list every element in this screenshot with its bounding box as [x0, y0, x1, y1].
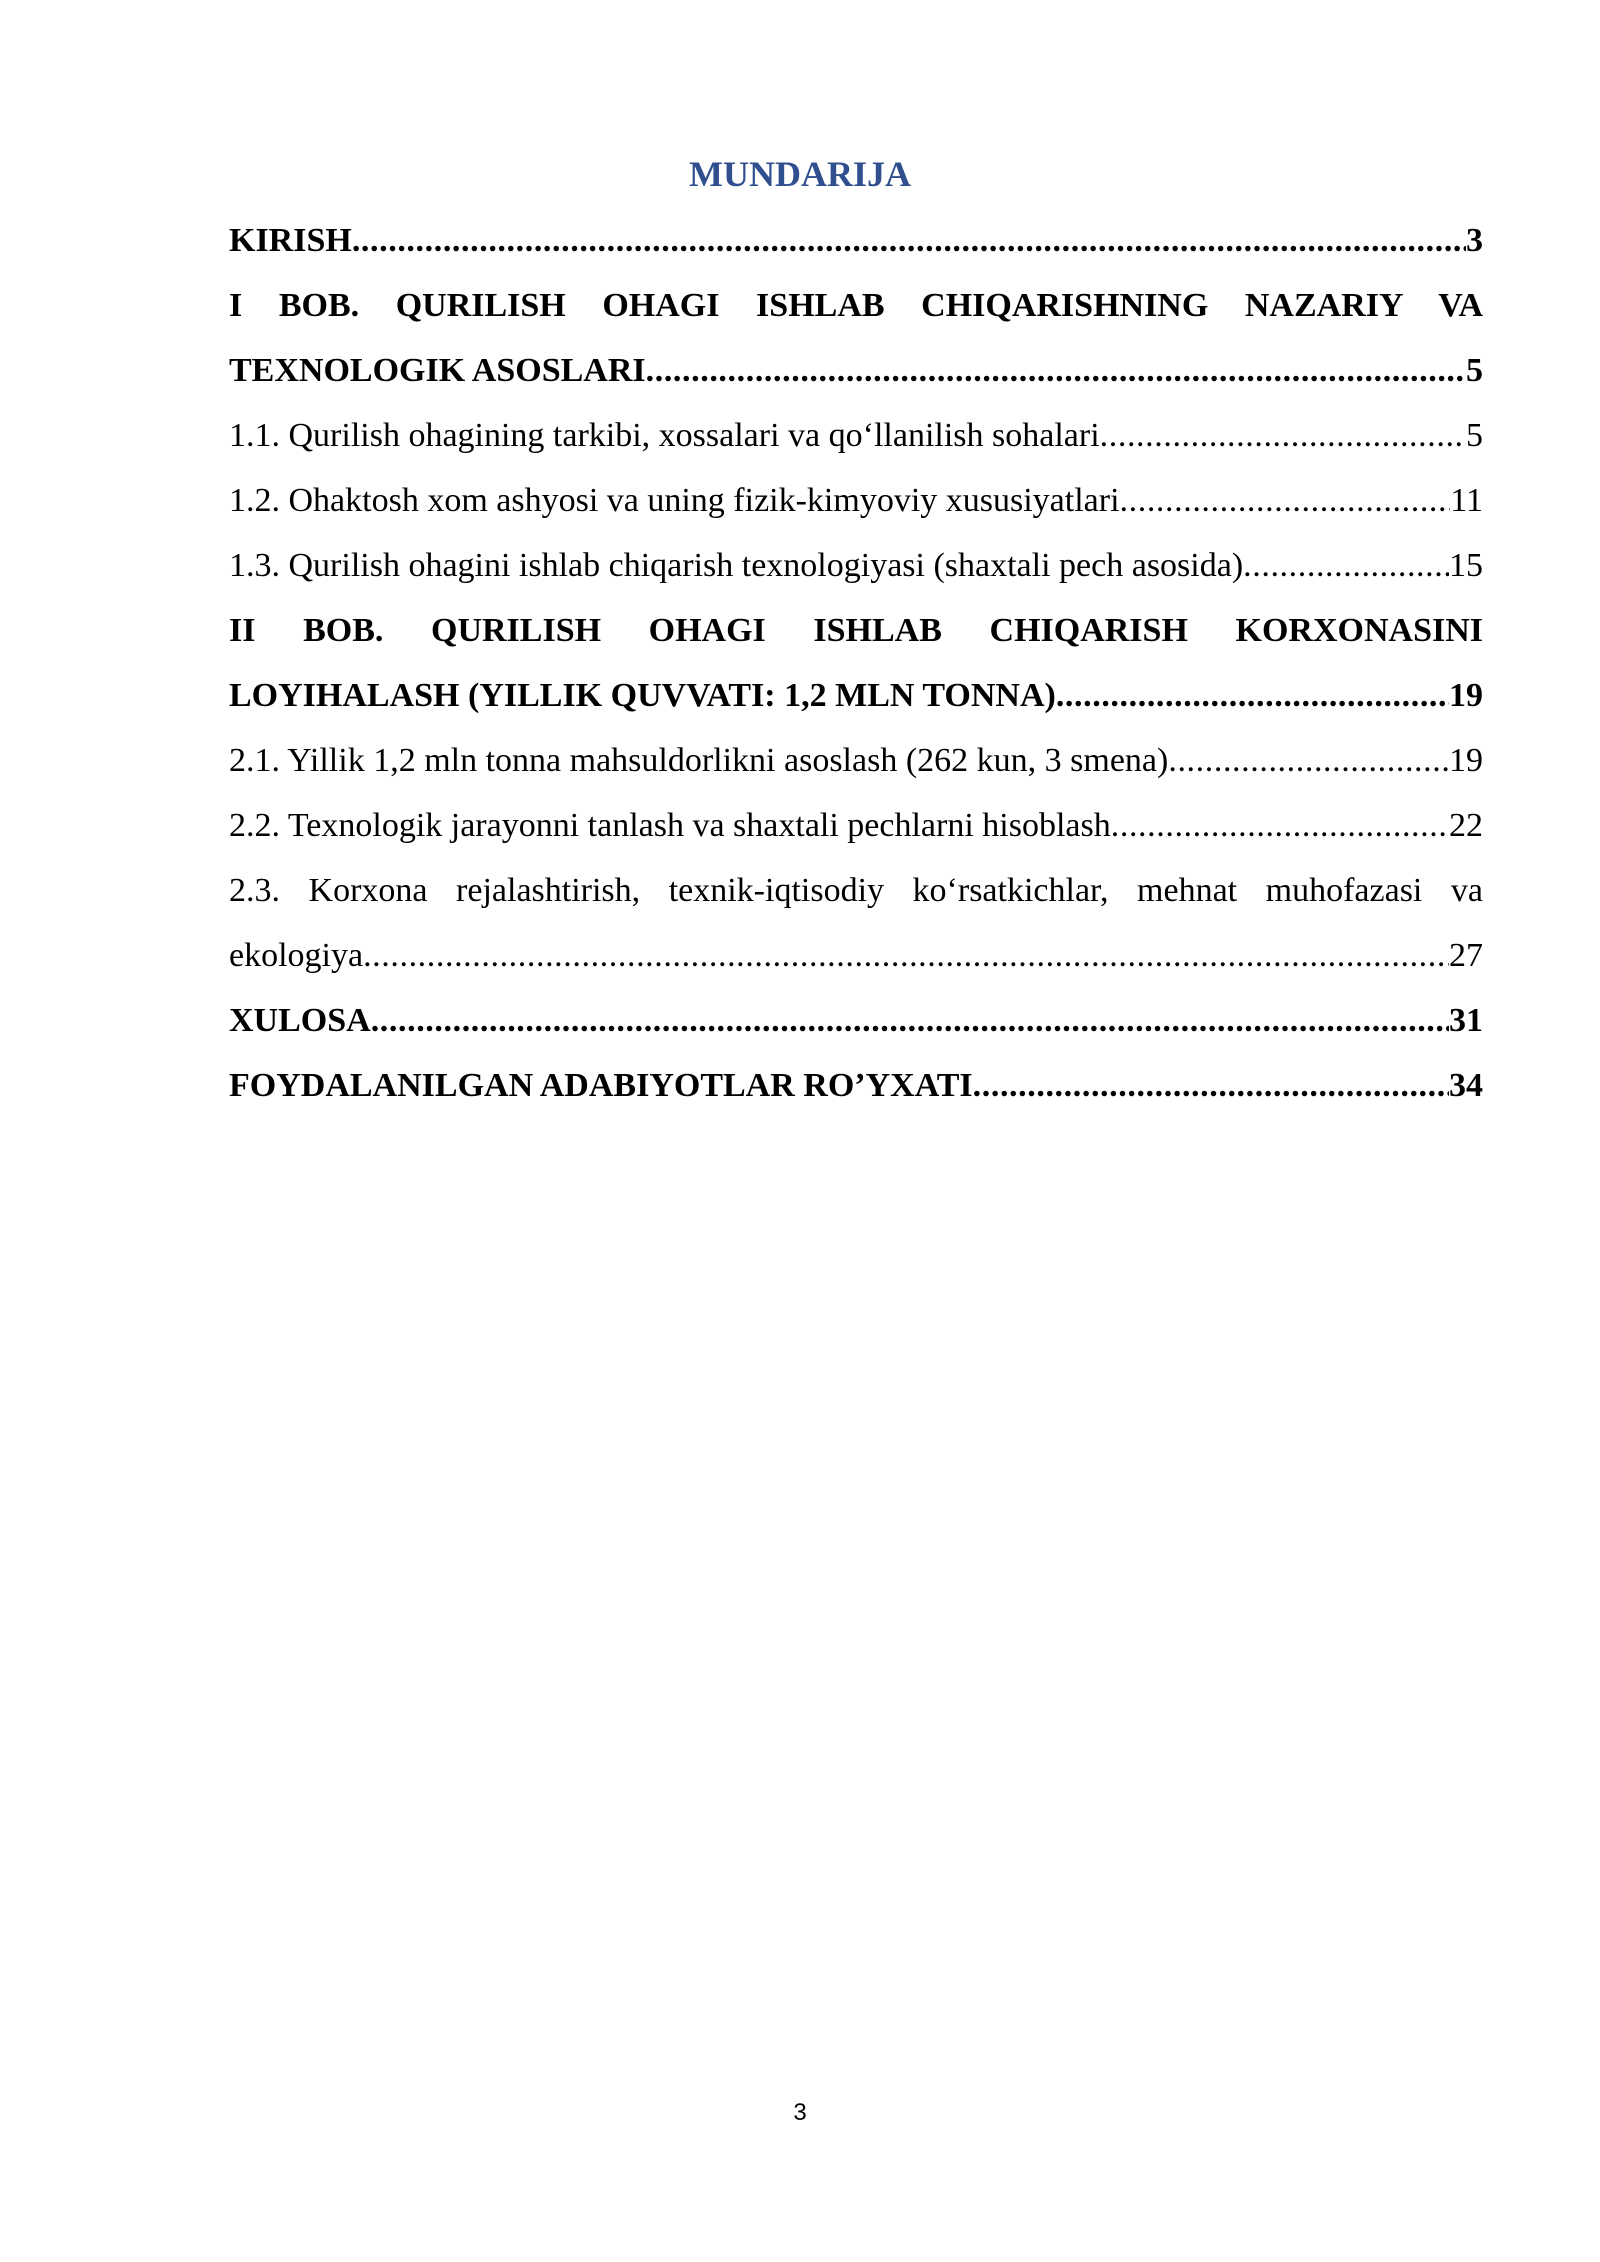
toc-entry-label: XULOSA	[229, 1002, 371, 1039]
toc-entry-page: 22	[1449, 807, 1483, 844]
toc-entry-page: 19	[1449, 742, 1483, 779]
toc-entry-1-2[interactable]	[229, 468, 1483, 533]
toc-entry-page: 3	[1466, 222, 1483, 259]
toc-title: MUNDARIJA	[689, 154, 911, 194]
page-number: 3	[793, 2099, 807, 2126]
toc-entry-label: 1.1. Qurilish ohagining tarkibi, xossalari va qo‘llanilish sohalari	[229, 417, 1100, 454]
dot-leader	[973, 1053, 1449, 1118]
toc-entry-page: 11	[1450, 482, 1483, 519]
toc-entry-2-2[interactable]	[229, 793, 1483, 858]
toc-entry-1-3[interactable]	[229, 533, 1483, 598]
toc-entry-page: 5	[1466, 417, 1483, 454]
toc-entry-2-3-line1[interactable]: 2.3. Korxona rejalashtirish, texnik-iqtisodiy ko‘rsatkichlar, mehnat muhofazasi va	[229, 872, 1483, 909]
toc-entry-label: ekologiya	[229, 937, 364, 974]
toc-entry-label: TEXNOLOGIK ASOSLARI	[229, 352, 646, 389]
toc-entry-adabiyotlar[interactable]	[229, 1053, 1483, 1118]
dot-leader	[1168, 728, 1449, 793]
toc-entry-label: 1.2. Ohaktosh xom ashyosi va uning fizik-kimyoviy xususiyatlari	[229, 482, 1120, 519]
toc-entry-2-1[interactable]	[229, 728, 1483, 793]
toc-entry-page: 34	[1449, 1067, 1483, 1104]
toc-entry-label: FOYDALANILGAN ADABIYOTLAR RO’YXATI	[229, 1067, 973, 1104]
dot-leader	[363, 923, 1449, 988]
dot-leader	[646, 338, 1466, 403]
toc-entry-page: 27	[1449, 937, 1483, 974]
toc-entry-bob1[interactable]	[229, 338, 1483, 403]
toc-entry-label: 2.1. Yillik 1,2 mln tonna mahsuldorlikni asoslash (262 kun, 3 smena)	[229, 742, 1169, 779]
dot-leader	[1100, 403, 1466, 468]
toc-entry-page: 19	[1449, 677, 1483, 714]
toc-entry-label: LOYIHALASH (YILLIK QUVVATI: 1,2 MLN TONNA)	[229, 677, 1056, 714]
toc-entry-kirish[interactable]	[229, 208, 1483, 273]
toc-entry-label: KIRISH	[229, 222, 352, 259]
dot-leader	[1111, 793, 1449, 858]
toc-entry-label: 1.3. Qurilish ohagini ishlab chiqarish texnologiyasi (shaxtali pech asosida)	[229, 547, 1244, 584]
dot-leader	[1243, 533, 1449, 598]
dot-leader	[352, 208, 1466, 273]
dot-leader	[371, 988, 1449, 1053]
toc-entry-xulosa[interactable]	[229, 988, 1483, 1053]
toc-entry-2-3[interactable]	[229, 923, 1483, 988]
toc-entry-page: 15	[1449, 547, 1483, 584]
toc-entry-page: 5	[1466, 352, 1483, 389]
toc-entry-page: 31	[1449, 1002, 1483, 1039]
toc-entry-bob1-line1[interactable]: I BOB. QURILISH OHAGI ISHLAB CHIQARISHNING NAZARIY VA	[229, 287, 1483, 324]
toc-entry-bob2[interactable]	[229, 663, 1483, 728]
table-of-contents	[229, 208, 1483, 1118]
toc-entry-bob2-line1[interactable]: II BOB. QURILISH OHAGI ISHLAB CHIQARISH KORXONASINI	[229, 612, 1483, 649]
dot-leader	[1056, 663, 1449, 728]
toc-entry-label: 2.2. Texnologik jarayonni tanlash va shaxtali pechlarni hisoblash	[229, 807, 1111, 844]
dot-leader	[1120, 468, 1451, 533]
toc-entry-1-1[interactable]	[229, 403, 1483, 468]
